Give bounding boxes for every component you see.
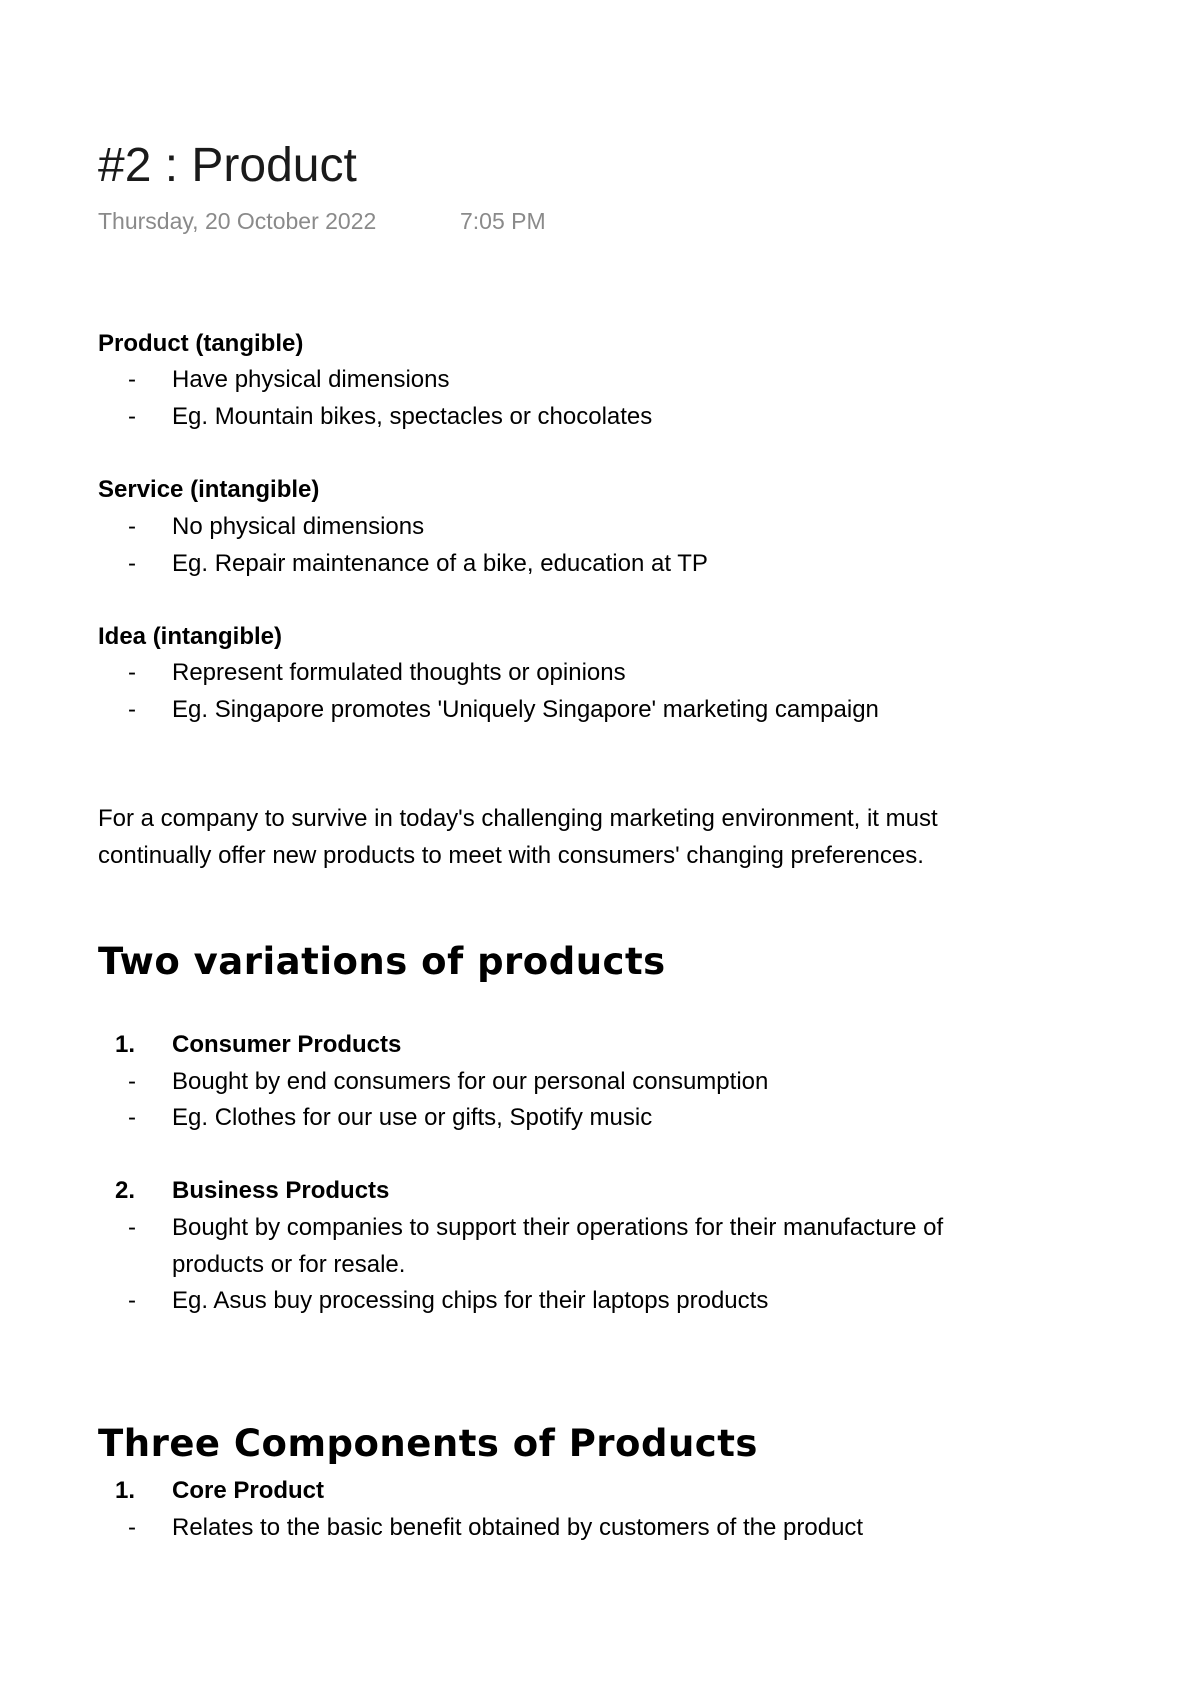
bullet-dash: -	[128, 696, 136, 723]
list-item: Eg. Singapore promotes 'Uniquely Singapore' marketing campaign	[172, 696, 879, 723]
section-heading-product: Product (tangible)	[98, 330, 304, 357]
bullet-dash: -	[128, 1068, 136, 1095]
list-item: Eg. Clothes for our use or gifts, Spotify music	[172, 1104, 653, 1131]
section-heading-variations: Two variations of products	[98, 940, 666, 983]
bullet-dash: -	[128, 403, 136, 430]
bullet-dash: -	[128, 366, 136, 393]
bullet-dash: -	[128, 1104, 136, 1131]
section-heading-service: Service (intangible)	[98, 476, 320, 503]
list-item: Eg. Asus buy processing chips for their laptops products	[172, 1287, 769, 1314]
paragraph-line: For a company to survive in today's challenging marketing environment, it must	[98, 805, 938, 832]
list-item: Have physical dimensions	[172, 366, 450, 393]
list-number: 1.	[115, 1477, 136, 1504]
list-item: Eg. Mountain bikes, spectacles or chocolates	[172, 403, 653, 430]
bullet-dash: -	[128, 1214, 136, 1241]
section-heading-idea: Idea (intangible)	[98, 623, 283, 650]
note-time: 7:05 PM	[460, 208, 546, 234]
list-item-title: Business Products	[172, 1177, 390, 1204]
section-heading-components: Three Components of Products	[98, 1422, 758, 1465]
list-item-title: Core Product	[172, 1477, 325, 1504]
bullet-dash: -	[128, 1287, 136, 1314]
list-item: No physical dimensions	[172, 513, 425, 540]
list-item: Represent formulated thoughts or opinions	[172, 659, 626, 686]
list-item-continuation: products or for resale.	[172, 1251, 406, 1278]
bullet-dash: -	[128, 550, 136, 577]
bullet-dash: -	[128, 659, 136, 686]
list-number: 1.	[115, 1031, 136, 1058]
list-item: Bought by companies to support their operations for their manufacture of	[172, 1214, 944, 1241]
note-date: Thursday, 20 October 2022	[98, 208, 377, 234]
list-item: Bought by end consumers for our personal consumption	[172, 1068, 769, 1095]
list-number: 2.	[115, 1177, 136, 1204]
page-title: #2 : Product	[98, 139, 357, 192]
bullet-dash: -	[128, 513, 136, 540]
bullet-dash: -	[128, 1514, 136, 1541]
paragraph-line: continually offer new products to meet with consumers' changing preferences.	[98, 842, 924, 869]
list-item-title: Consumer Products	[172, 1031, 402, 1058]
list-item: Relates to the basic benefit obtained by customers of the product	[172, 1514, 864, 1541]
list-item: Eg. Repair maintenance of a bike, education at TP	[172, 550, 708, 577]
